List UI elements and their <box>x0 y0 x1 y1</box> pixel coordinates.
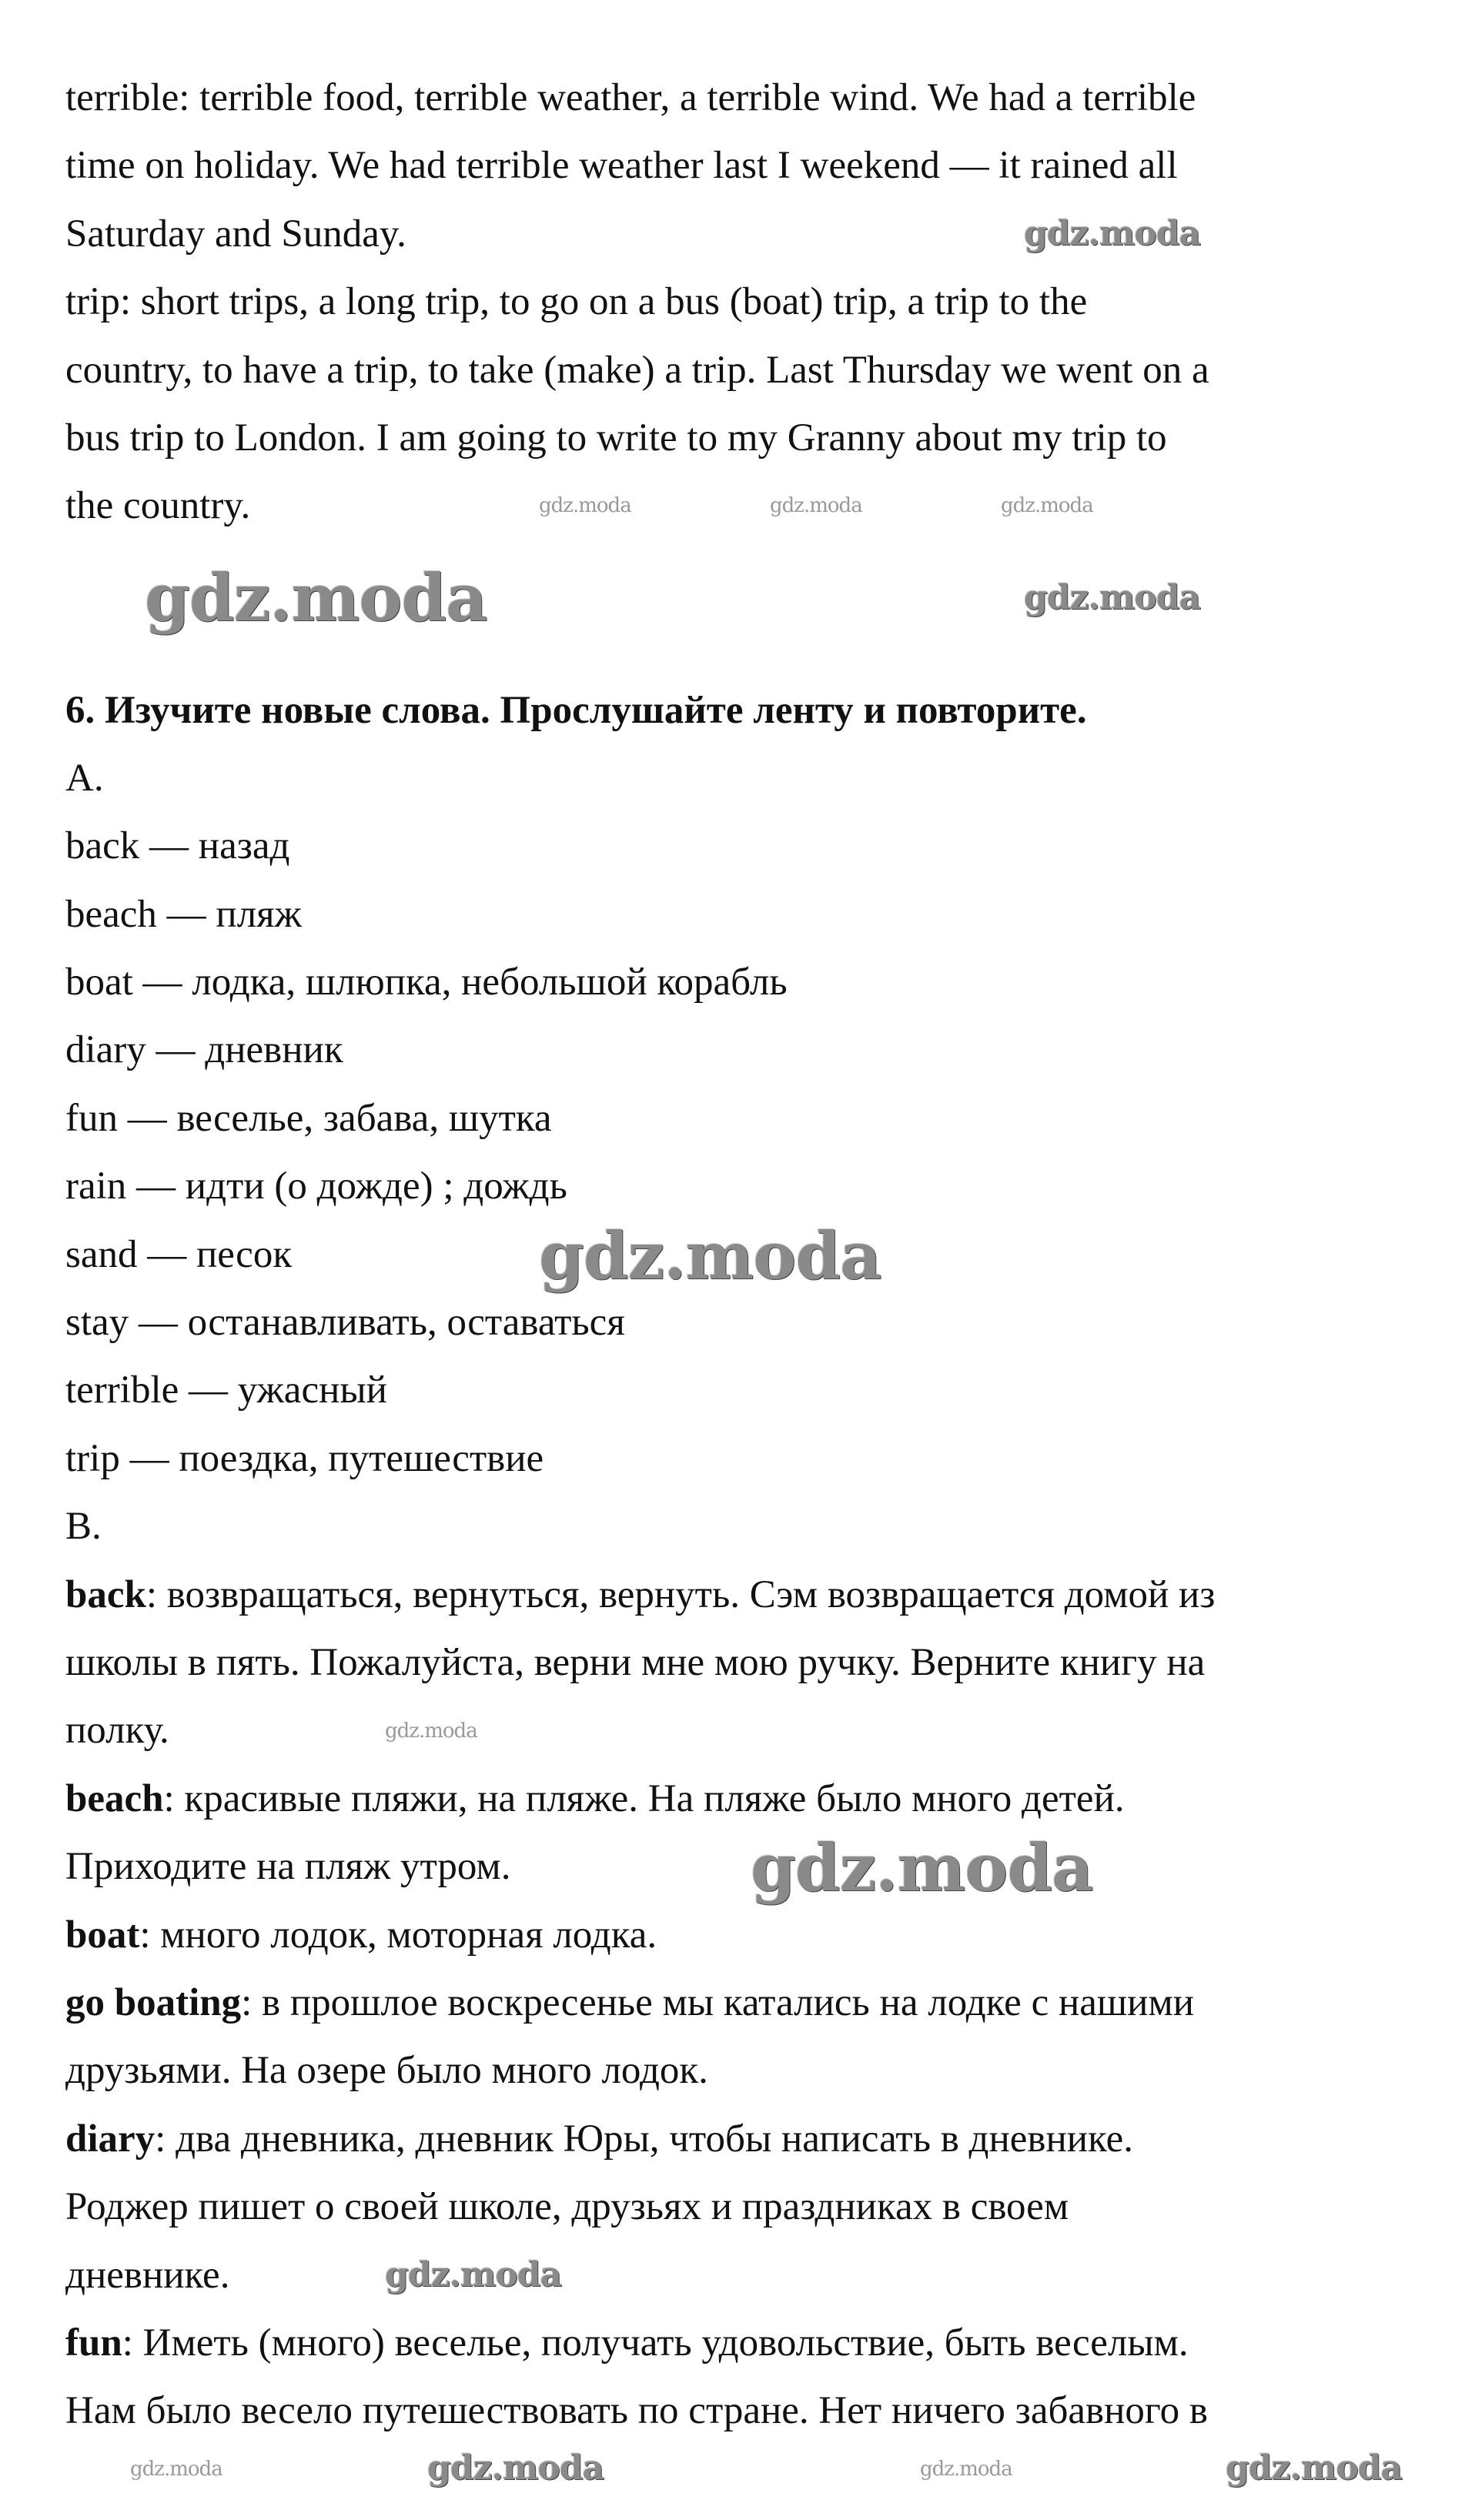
bold-term: diary <box>65 2117 156 2161</box>
line-text: beach — пляж <box>65 892 302 936</box>
text-line <box>65 1492 1215 1560</box>
line-text: A. <box>65 756 104 800</box>
line-text: time on holiday. We had terrible weather last I weekend — it rained all <box>65 144 1178 188</box>
text-line <box>65 2377 1215 2445</box>
text-line <box>65 744 1215 812</box>
text-line <box>65 1561 1215 1629</box>
line-text: bus trip to London. I am going to write to my Granny about my trip to <box>65 416 1167 460</box>
watermark: gdz.moda <box>1024 214 1201 253</box>
text-line <box>65 1629 1215 1696</box>
bold-term: boat <box>65 1913 140 1957</box>
text-line <box>65 1696 1215 1764</box>
bold-term: 6. Изучите новые слова. Прослушайте ленту и повторите. <box>65 688 1087 732</box>
line-text: Нам было весело путешествовать по стране. Нет ничего забавного в <box>65 2389 1208 2433</box>
line-text: rain — идти (о дожде) ; дождь <box>65 1165 567 1208</box>
watermark: gdz.moda <box>539 494 631 517</box>
text-line <box>65 64 1215 132</box>
bold-term: back <box>65 1572 146 1616</box>
line-text: : Иметь (много) веселье, получать удовольствие, быть веселым. <box>122 2321 1189 2365</box>
text-line <box>65 2173 1215 2241</box>
line-text: stay — останавливать, оставаться <box>65 1301 625 1345</box>
line-text: полку. <box>65 1709 169 1753</box>
text-line <box>65 2037 1215 2104</box>
text-line <box>65 336 1215 404</box>
watermark: gdz.moda <box>770 494 862 517</box>
watermark: gdz.moda <box>427 2448 604 2488</box>
watermark: gdz.moda <box>1024 578 1201 617</box>
line-text: Роджер пишет о своей школе, друзьях и праздниках в своем <box>65 2185 1069 2229</box>
watermark: gdz.moda <box>1226 2448 1403 2488</box>
watermark: gdz.moda <box>1001 494 1093 517</box>
line-text: sand — песок <box>65 1232 293 1276</box>
line-text: terrible — ужасный <box>65 1369 387 1412</box>
line-text: Saturday and Sunday. <box>65 212 406 256</box>
line-text: : много лодок, моторная лодка. <box>139 1913 657 1957</box>
bold-term: go boating <box>65 1980 242 2024</box>
exercise-heading <box>65 677 1215 744</box>
text-line <box>65 1901 1215 1969</box>
watermark: gdz.moda <box>130 2458 222 2481</box>
line-text: country, to have a trip, to take (make) a trip. Last Thursday we went on a <box>65 348 1209 392</box>
text-line <box>65 1152 1215 1220</box>
text-line <box>65 1969 1215 2037</box>
line-text: школы в пять. Пожалуйста, верни мне мою ручку. Верните книгу на <box>65 1640 1206 1684</box>
text-line <box>65 1425 1215 1492</box>
line-text: diary — дневник <box>65 1028 343 1072</box>
text-line <box>65 1765 1215 1833</box>
watermark: gdz.moda <box>385 1720 477 1743</box>
line-text: друзьями. На озере было много лодок. <box>65 2049 708 2093</box>
text-line <box>65 2105 1215 2173</box>
watermark: gdz.moda <box>385 2255 562 2294</box>
text-line <box>65 2309 1215 2377</box>
text-line <box>65 881 1215 948</box>
line-text: : два дневника, дневник Юры, чтобы написать в дневнике. <box>155 2117 1133 2161</box>
line-text: : возвращаться, вернуться, вернуть. Сэм возвращается домой из <box>145 1572 1216 1616</box>
line-text: trip: short trips, a long trip, to go on a bus (boat) trip, a trip to the <box>65 280 1088 324</box>
line-text: boat — лодка, шлюпка, небольшой корабль <box>65 961 788 1004</box>
text-line <box>65 948 1215 1016</box>
line-text: : красивые пляжи, на пляже. На пляже было много детей. <box>163 1776 1125 1820</box>
watermark: gdz.moda <box>751 1830 1093 1906</box>
text-line <box>65 2241 1215 2309</box>
line-text: trip — поездка, путешествие <box>65 1436 544 1480</box>
line-text: Приходите на пляж утром. <box>65 1845 511 1889</box>
text-line <box>65 132 1215 199</box>
text-line <box>65 1288 1215 1356</box>
line-text: fun — веселье, забава, шутка <box>65 1096 552 1140</box>
line-text: terrible: terrible food, terrible weather, a terrible wind. We had a terrible <box>65 76 1196 119</box>
bold-term: fun <box>65 2321 122 2365</box>
line-text: back — назад <box>65 824 290 868</box>
line-text: B. <box>65 1505 102 1549</box>
text-line <box>65 404 1215 472</box>
text-line <box>65 268 1215 336</box>
watermark: gdz.moda <box>145 560 487 636</box>
line-text: дневнике. <box>65 2253 230 2297</box>
watermark: gdz.moda <box>539 1218 881 1294</box>
watermark: gdz.moda <box>920 2458 1012 2481</box>
text-line <box>65 1016 1215 1084</box>
bold-term: beach <box>65 1776 164 1820</box>
line-text: : в прошлое воскресенье мы катались на лодке с нашими <box>241 1980 1195 2024</box>
text-line <box>65 812 1215 880</box>
text-line <box>65 1356 1215 1424</box>
text-line <box>65 1085 1215 1152</box>
line-text: the country. <box>65 484 251 528</box>
